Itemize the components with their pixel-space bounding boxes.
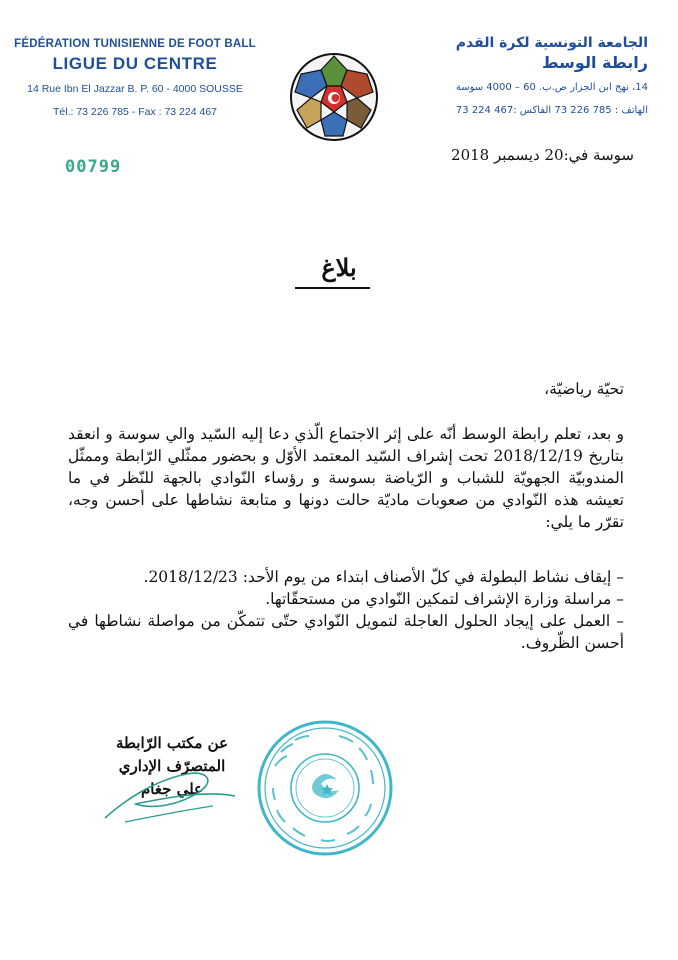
handwritten-signature-icon [95, 760, 245, 830]
address-ar: 14، نهج ابن الجزار ص.ب. 60 – 4000 سوسة [455, 82, 648, 93]
page-title: بلاغ [321, 253, 357, 282]
signature-name: علي جغام [140, 780, 203, 798]
federation-name-ar: الجامعة التونسية لكرة القدم [455, 35, 648, 51]
phone-fax-fr: Tél.: 73 226 785 - Fax : 73 224 467 [52, 106, 218, 118]
list-item: – إيقاف نشاط البطولة في كلّ الأصناف ابتداء من يوم الأحد: 2018/12/23. [143, 568, 624, 586]
phone-fax-ar: الهاتف : 785 226 73 الفاكس :467 224 73 [455, 105, 648, 116]
reference-number-stamp: 00799 [65, 157, 122, 177]
signature-office: عن مكتب الرّابطة [115, 734, 229, 752]
official-seal-icon [255, 718, 395, 858]
date-line: سوسة في:20 ديسمبر 2018 [451, 146, 634, 164]
league-name-ar: رابطة الوسط [542, 53, 648, 72]
league-logo-icon [289, 52, 379, 142]
federation-name-fr: FÉDÉRATION TUNISIENNE DE FOOT BALL [14, 38, 256, 50]
greeting: تحيّة رياضيّة، [544, 380, 624, 398]
header-french [0, 38, 270, 118]
league-name-fr: LIGUE DU CENTRE [52, 54, 218, 73]
decisions-list [68, 566, 624, 654]
list-item: – مراسلة وزارة الإشراف لتمكين النّوادي من مستحقّاتها. [265, 590, 624, 608]
title-underline [295, 287, 370, 289]
main-paragraph: و بعد، تعلم رابطة الوسط أنّه على إثر الاجتماع الّذي دعا إليه السّيد والي سوسة و انعقد بتاريخ 2018/12/19 تحت إشراف السّيد المعتمد الأوّل و بحضور ممثّلي الرّابطة وممثّل المندوبيّة الجهويّة للشباب و الرّياضة بسوسة و رؤساء النّوادي بالجهة للنّظر في ما تعيشه هذه النّوادي من صعوبات ماديّة حالت دونها و متابعة نشاطها على أحسن وجه، تقرّر ما يلي: [68, 425, 624, 531]
header-arabic [398, 35, 648, 116]
list-item: – العمل على إيجاد الحلول العاجلة لتمويل النّوادي حتّى تتمكّن من مواصلة نشاطها في أحسن الظّروف. [68, 612, 624, 652]
address-fr: 14 Rue Ibn El Jazzar B. P. 60 - 4000 SOUSSE [27, 83, 243, 95]
signature-title: المتصرّف الإداري [118, 757, 226, 775]
